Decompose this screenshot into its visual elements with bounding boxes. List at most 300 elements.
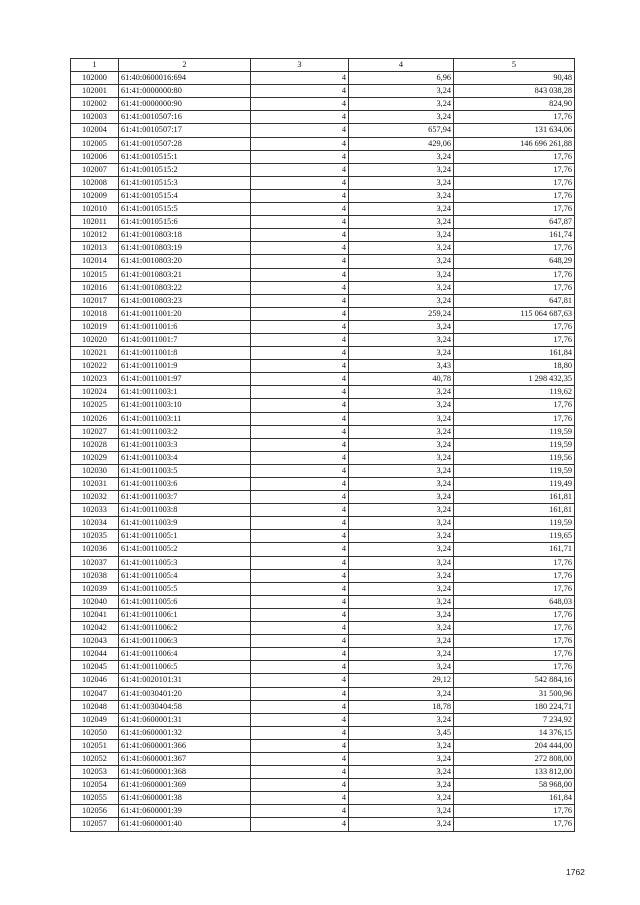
table-cell: 17,76 [454,556,575,569]
table-cell: 102008 [71,176,119,189]
table-row [71,635,575,648]
table-cell: 17,76 [454,648,575,661]
table-cell: 61:41:0011006:2 [119,622,251,635]
table-cell: 4 [251,648,349,661]
table-cell: 3,24 [349,150,454,163]
table-cell: 61:41:0010507:17 [119,124,251,137]
table-cell: 90,48 [454,72,575,85]
table-cell: 4 [251,294,349,307]
table-cell: 102018 [71,307,119,320]
table-cell: 17,76 [454,176,575,189]
table-cell: 61:41:0011003:8 [119,504,251,517]
table-cell: 4 [251,98,349,111]
table-cell: 119,56 [454,451,575,464]
table-row [71,608,575,621]
table-row [71,582,575,595]
table-cell: 3,24 [349,543,454,556]
table-cell: 4 [251,281,349,294]
table-row [71,674,575,687]
table-cell: 161,74 [454,229,575,242]
table-row [71,163,575,176]
table-cell: 3,24 [349,530,454,543]
table-cell: 61:41:0600001:32 [119,726,251,739]
table-cell: 3,24 [349,464,454,477]
table-cell: 3,24 [349,582,454,595]
table-cell: 3,24 [349,779,454,792]
table-cell: 102048 [71,700,119,713]
table-cell: 17,76 [454,189,575,202]
table-cell: 102052 [71,752,119,765]
table-cell: 17,76 [454,281,575,294]
table-cell: 17,76 [454,622,575,635]
table-cell: 4 [251,792,349,805]
table-row [71,320,575,333]
table-cell: 3,24 [349,85,454,98]
table-cell: 61:41:0010507:28 [119,137,251,150]
table-row [71,425,575,438]
table-row [71,150,575,163]
table-cell: 61:41:0011003:4 [119,451,251,464]
table-cell: 3,24 [349,569,454,582]
table-cell: 4 [251,595,349,608]
table-cell: 119,59 [454,464,575,477]
table-cell: 4 [251,661,349,674]
table-row [71,399,575,412]
table-cell: 102002 [71,98,119,111]
table-cell: 4 [251,373,349,386]
table-cell: 119,59 [454,517,575,530]
table-row [71,242,575,255]
table-cell: 4 [251,504,349,517]
table-row [71,189,575,202]
table-cell: 61:40:0600016:694 [119,72,251,85]
table-cell: 4 [251,779,349,792]
table-cell: 18,80 [454,360,575,373]
table-cell: 61:41:0011001:97 [119,373,251,386]
header-cell: 3 [251,59,349,72]
table-row [71,438,575,451]
table-row [71,137,575,150]
table-cell: 272 808,00 [454,752,575,765]
table-row [71,347,575,360]
table-cell: 102015 [71,268,119,281]
table-cell: 61:41:0000000:80 [119,85,251,98]
table-cell: 3,24 [349,320,454,333]
table-cell: 61:41:0010515:1 [119,150,251,163]
table-cell: 61:41:0010515:4 [119,189,251,202]
table-row [71,530,575,543]
table-row [71,491,575,504]
table-row [71,713,575,726]
table-cell: 4 [251,491,349,504]
table-header [71,59,575,72]
table-cell: 17,76 [454,412,575,425]
table-cell: 102040 [71,595,119,608]
table-cell: 61:41:0011001:9 [119,360,251,373]
table-cell: 4 [251,333,349,346]
table-row [71,85,575,98]
table-cell: 17,76 [454,320,575,333]
table-cell: 61:41:0010803:18 [119,229,251,242]
table-cell: 102037 [71,556,119,569]
table-cell: 4 [251,818,349,831]
table-row [71,373,575,386]
table-cell: 102028 [71,438,119,451]
table-cell: 102006 [71,150,119,163]
table-cell: 61:41:0011005:4 [119,569,251,582]
table-cell: 61:41:0011001:8 [119,347,251,360]
table-cell: 119,65 [454,530,575,543]
table-cell: 61:41:0011003:3 [119,438,251,451]
table-cell: 61:41:0011003:6 [119,478,251,491]
table-cell: 824,90 [454,98,575,111]
table-cell: 102039 [71,582,119,595]
table-cell: 102025 [71,399,119,412]
table-cell: 4 [251,543,349,556]
table-cell: 4 [251,569,349,582]
table-cell: 3,24 [349,713,454,726]
table-cell: 17,76 [454,569,575,582]
table-cell: 161,84 [454,347,575,360]
table-cell: 3,24 [349,648,454,661]
table-row [71,687,575,700]
table-cell: 3,24 [349,504,454,517]
table-cell: 102030 [71,464,119,477]
table-row [71,739,575,752]
table-cell: 4 [251,255,349,268]
table-cell: 4 [251,582,349,595]
table-cell: 4 [251,307,349,320]
table-cell: 102003 [71,111,119,124]
table-cell: 3,43 [349,360,454,373]
table-cell: 61:41:0010803:22 [119,281,251,294]
table-row [71,648,575,661]
table-cell: 3,24 [349,333,454,346]
table-cell: 102033 [71,504,119,517]
table-cell: 4 [251,163,349,176]
table-row [71,779,575,792]
table-cell: 61:41:0011006:4 [119,648,251,661]
table-cell: 843 038,28 [454,85,575,98]
table-row [71,818,575,831]
table-cell: 204 444,00 [454,739,575,752]
table-row [71,569,575,582]
table-cell: 61:41:0600001:366 [119,739,251,752]
table-cell: 29,12 [349,674,454,687]
table-cell: 61:41:0011003:11 [119,412,251,425]
table-cell: 61:41:0010803:20 [119,255,251,268]
table-cell: 61:41:0600001:39 [119,805,251,818]
table-cell: 61:41:0010507:16 [119,111,251,124]
table-cell: 102032 [71,491,119,504]
table-cell: 17,76 [454,111,575,124]
table-cell: 4 [251,425,349,438]
table-cell: 61:41:0011005:3 [119,556,251,569]
table-cell: 102027 [71,425,119,438]
table-cell: 3,24 [349,347,454,360]
table-cell: 131 634,06 [454,124,575,137]
table-cell: 102017 [71,294,119,307]
table-cell: 1 298 432,35 [454,373,575,386]
table-row [71,281,575,294]
table-cell: 17,76 [454,150,575,163]
table-cell: 17,76 [454,661,575,674]
table-cell: 161,81 [454,491,575,504]
table-row [71,451,575,464]
header-cell: 2 [119,59,251,72]
table-cell: 4 [251,556,349,569]
table-cell: 61:41:0600001:368 [119,766,251,779]
table-cell: 61:41:0010515:5 [119,203,251,216]
table-cell: 6,96 [349,72,454,85]
table-cell: 3,24 [349,635,454,648]
table-row [71,124,575,137]
table-row [71,98,575,111]
table-cell: 102013 [71,242,119,255]
table-row [71,661,575,674]
table-cell: 4 [251,700,349,713]
table-cell: 14 376,15 [454,726,575,739]
table-cell: 3,24 [349,216,454,229]
table-cell: 4 [251,805,349,818]
table-row [71,543,575,556]
table-cell: 4 [251,530,349,543]
table-cell: 17,76 [454,163,575,176]
table-cell: 3,24 [349,752,454,765]
table-cell: 61:41:0010515:6 [119,216,251,229]
table-row [71,478,575,491]
table-cell: 102016 [71,281,119,294]
table-cell: 3,24 [349,176,454,189]
table-row [71,360,575,373]
table-cell: 4 [251,752,349,765]
table-cell: 102014 [71,255,119,268]
table-cell: 4 [251,451,349,464]
table-row [71,268,575,281]
table-cell: 259,24 [349,307,454,320]
table-cell: 4 [251,517,349,530]
table-cell: 4 [251,687,349,700]
table-row [71,255,575,268]
table-row [71,766,575,779]
table-cell: 119,62 [454,386,575,399]
table-row [71,752,575,765]
table-cell: 4 [251,203,349,216]
table-row [71,72,575,85]
table-cell: 102038 [71,569,119,582]
table-cell: 61:41:0011003:10 [119,399,251,412]
table-cell: 61:41:0011005:2 [119,543,251,556]
table-cell: 3,24 [349,818,454,831]
table-cell: 180 224,71 [454,700,575,713]
table-cell: 102019 [71,320,119,333]
table-row [71,412,575,425]
table-cell: 61:41:0011006:3 [119,635,251,648]
table-cell: 4 [251,268,349,281]
table-cell: 102031 [71,478,119,491]
table-cell: 61:41:0600001:367 [119,752,251,765]
table-cell: 3,24 [349,425,454,438]
table-cell: 3,24 [349,98,454,111]
table-cell: 3,24 [349,608,454,621]
table-cell: 102051 [71,739,119,752]
table-cell: 161,71 [454,543,575,556]
table-cell: 3,24 [349,189,454,202]
table-cell: 4 [251,189,349,202]
table-cell: 61:41:0011001:6 [119,320,251,333]
table-cell: 3,24 [349,451,454,464]
table-cell: 102020 [71,333,119,346]
table-cell: 61:41:0011006:1 [119,608,251,621]
table-cell: 4 [251,320,349,333]
table-cell: 4 [251,399,349,412]
table-row [71,622,575,635]
table-cell: 61:41:0010803:23 [119,294,251,307]
table-cell: 3,24 [349,687,454,700]
table-cell: 4 [251,72,349,85]
table-cell: 3,24 [349,792,454,805]
table-cell: 3,24 [349,517,454,530]
table-cell: 647,81 [454,294,575,307]
table-cell: 4 [251,766,349,779]
table-cell: 4 [251,674,349,687]
table-cell: 115 064 687,63 [454,307,575,320]
table-cell: 61:41:0011003:1 [119,386,251,399]
table-cell: 4 [251,242,349,255]
table-cell: 4 [251,347,349,360]
table-cell: 61:41:0020101:31 [119,674,251,687]
table-cell: 102057 [71,818,119,831]
table-cell: 4 [251,360,349,373]
table-cell: 61:41:0011006:5 [119,661,251,674]
table-row [71,464,575,477]
table-cell: 102045 [71,661,119,674]
table-cell: 102034 [71,517,119,530]
table-cell: 102035 [71,530,119,543]
table-cell: 4 [251,85,349,98]
table-cell: 3,24 [349,163,454,176]
table-cell: 102004 [71,124,119,137]
table-row [71,229,575,242]
table-cell: 119,49 [454,478,575,491]
table-cell: 4 [251,412,349,425]
table-row [71,504,575,517]
table-row [71,111,575,124]
table-cell: 17,76 [454,333,575,346]
table-row [71,176,575,189]
table-cell: 31 500,96 [454,687,575,700]
table-row [71,700,575,713]
table-cell: 102011 [71,216,119,229]
table-cell: 102047 [71,687,119,700]
table-cell: 4 [251,386,349,399]
table-cell: 4 [251,124,349,137]
table-cell: 61:41:0011005:1 [119,530,251,543]
table-cell: 102009 [71,189,119,202]
table-cell: 3,45 [349,726,454,739]
table-cell: 17,76 [454,635,575,648]
table-cell: 7 234,92 [454,713,575,726]
table-row [71,203,575,216]
table-row [71,386,575,399]
table-body [71,72,575,831]
table-cell: 4 [251,713,349,726]
table-cell: 61:41:0010803:19 [119,242,251,255]
table-cell: 119,59 [454,438,575,451]
table-cell: 648,29 [454,255,575,268]
table-cell: 61:41:0010515:3 [119,176,251,189]
header-cell: 4 [349,59,454,72]
table-cell: 102021 [71,347,119,360]
table-cell: 3,24 [349,268,454,281]
table-cell: 3,24 [349,399,454,412]
table-row [71,517,575,530]
table-cell: 3,24 [349,595,454,608]
table-cell: 17,76 [454,203,575,216]
table-cell: 3,24 [349,491,454,504]
table-row [71,792,575,805]
table-cell: 18,78 [349,700,454,713]
table-cell: 161,84 [454,792,575,805]
table-cell: 61:41:0011005:6 [119,595,251,608]
table-cell: 3,24 [349,386,454,399]
table-cell: 61:41:0010803:21 [119,268,251,281]
table-cell: 17,76 [454,582,575,595]
table-cell: 657,94 [349,124,454,137]
table-cell: 3,24 [349,294,454,307]
table-cell: 61:41:0011003:9 [119,517,251,530]
table-cell: 4 [251,111,349,124]
table-cell: 4 [251,478,349,491]
table-cell: 61:41:0030401:20 [119,687,251,700]
table-cell: 61:41:0000000:90 [119,98,251,111]
table-cell: 102005 [71,137,119,150]
table-cell: 61:41:0600001:31 [119,713,251,726]
table-cell: 102024 [71,386,119,399]
table-cell: 3,24 [349,281,454,294]
table-cell: 102000 [71,72,119,85]
table-cell: 102010 [71,203,119,216]
table-cell: 102043 [71,635,119,648]
table-cell: 3,24 [349,622,454,635]
table-cell: 4 [251,438,349,451]
table-cell: 61:41:0011001:20 [119,307,251,320]
table-row [71,216,575,229]
table-cell: 3,24 [349,739,454,752]
table-cell: 3,24 [349,111,454,124]
table-cell: 3,24 [349,242,454,255]
table-cell: 4 [251,622,349,635]
table-row [71,805,575,818]
table-cell: 102046 [71,674,119,687]
data-table [70,58,575,832]
table-cell: 61:41:0011005:5 [119,582,251,595]
table-cell: 17,76 [454,608,575,621]
table-cell: 3,24 [349,438,454,451]
table-cell: 102053 [71,766,119,779]
header-row [71,59,575,72]
table-cell: 3,24 [349,661,454,674]
table-cell: 61:41:0011003:7 [119,491,251,504]
page-number: 1762 [566,867,585,877]
table-row [71,294,575,307]
table-row [71,333,575,346]
table-cell: 146 696 261,88 [454,137,575,150]
table-cell: 102029 [71,451,119,464]
header-cell: 1 [71,59,119,72]
table-cell: 102056 [71,805,119,818]
table-cell: 4 [251,608,349,621]
